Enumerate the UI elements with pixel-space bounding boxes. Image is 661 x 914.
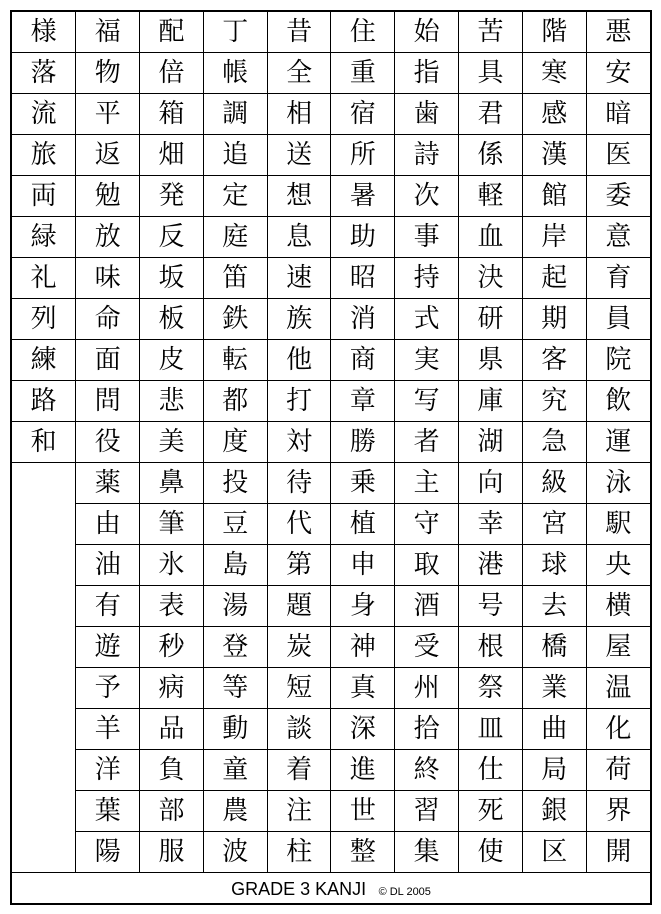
kanji-cell: [12, 709, 76, 750]
kanji-cell: 皿: [459, 709, 523, 750]
kanji-cell: 部: [140, 791, 204, 832]
kanji-cell: 漢: [522, 135, 586, 176]
kanji-cell: 次: [395, 176, 459, 217]
kanji-cell: 向: [459, 463, 523, 504]
kanji-cell: 係: [459, 135, 523, 176]
kanji-cell: 委: [586, 176, 650, 217]
kanji-cell: 岸: [522, 217, 586, 258]
kanji-cell: 昔: [267, 12, 331, 53]
kanji-cell: 打: [267, 381, 331, 422]
kanji-cell: 育: [586, 258, 650, 299]
kanji-cell: 写: [395, 381, 459, 422]
kanji-cell: 礼: [12, 258, 76, 299]
kanji-cell: 暑: [331, 176, 395, 217]
sheet-title: GRADE 3 KANJI: [231, 879, 367, 899]
kanji-cell: 区: [522, 832, 586, 873]
kanji-cell: 界: [586, 791, 650, 832]
kanji-cell: 温: [586, 668, 650, 709]
kanji-cell: 泳: [586, 463, 650, 504]
kanji-cell: [12, 627, 76, 668]
grid-row: [12, 53, 650, 94]
grid-row: [12, 299, 650, 340]
kanji-cell: 勉: [76, 176, 140, 217]
kanji-cell: 使: [459, 832, 523, 873]
kanji-cell: 反: [140, 217, 204, 258]
kanji-cell: [12, 586, 76, 627]
kanji-cell: 悲: [140, 381, 204, 422]
kanji-cell: 消: [331, 299, 395, 340]
kanji-cell: 筆: [140, 504, 204, 545]
kanji-cell: 洋: [76, 750, 140, 791]
kanji-cell: 対: [267, 422, 331, 463]
kanji-cell: 指: [395, 53, 459, 94]
kanji-cell: 味: [76, 258, 140, 299]
kanji-cell: 童: [203, 750, 267, 791]
kanji-cell: 油: [76, 545, 140, 586]
kanji-cell: 重: [331, 53, 395, 94]
kanji-cell: 終: [395, 750, 459, 791]
kanji-cell: 感: [522, 94, 586, 135]
kanji-cell: 路: [12, 381, 76, 422]
kanji-cell: 駅: [586, 504, 650, 545]
grid-row: [12, 709, 650, 750]
kanji-cell: 局: [522, 750, 586, 791]
kanji-cell: 福: [76, 12, 140, 53]
grid-row: [12, 463, 650, 504]
kanji-cell: 乗: [331, 463, 395, 504]
kanji-cell: 拾: [395, 709, 459, 750]
kanji-cell: 県: [459, 340, 523, 381]
kanji-cell: 根: [459, 627, 523, 668]
kanji-cell: 由: [76, 504, 140, 545]
kanji-cell: 安: [586, 53, 650, 94]
kanji-cell: [12, 545, 76, 586]
kanji-cell: 所: [331, 135, 395, 176]
kanji-cell: 橋: [522, 627, 586, 668]
kanji-cell: 寒: [522, 53, 586, 94]
kanji-cell: 銀: [522, 791, 586, 832]
kanji-cell: 開: [586, 832, 650, 873]
kanji-cell: 速: [267, 258, 331, 299]
kanji-cell: 平: [76, 94, 140, 135]
kanji-cell: 庭: [203, 217, 267, 258]
kanji-cell: 他: [267, 340, 331, 381]
grid-row: [12, 832, 650, 873]
kanji-cell: 返: [76, 135, 140, 176]
kanji-cell: 美: [140, 422, 204, 463]
kanji-cell: 急: [522, 422, 586, 463]
kanji-cell: 深: [331, 709, 395, 750]
kanji-cell: [12, 504, 76, 545]
kanji-cell: 表: [140, 586, 204, 627]
kanji-cell: [12, 463, 76, 504]
kanji-cell: 号: [459, 586, 523, 627]
kanji-cell: 板: [140, 299, 204, 340]
kanji-cell: 発: [140, 176, 204, 217]
kanji-cell: 倍: [140, 53, 204, 94]
copyright-notice: © DL 2005: [378, 886, 431, 898]
kanji-cell: 者: [395, 422, 459, 463]
kanji-cell: 歯: [395, 94, 459, 135]
kanji-cell: 丁: [203, 12, 267, 53]
kanji-cell: 業: [522, 668, 586, 709]
kanji-cell: 遊: [76, 627, 140, 668]
kanji-cell: 息: [267, 217, 331, 258]
kanji-cell: 曲: [522, 709, 586, 750]
kanji-cell: 世: [331, 791, 395, 832]
grid-row: [12, 340, 650, 381]
kanji-cell: 員: [586, 299, 650, 340]
kanji-cell: 実: [395, 340, 459, 381]
kanji-cell: 代: [267, 504, 331, 545]
grid-row: [12, 422, 650, 463]
kanji-cell: 章: [331, 381, 395, 422]
kanji-cell: 予: [76, 668, 140, 709]
kanji-cell: 談: [267, 709, 331, 750]
kanji-cell: 助: [331, 217, 395, 258]
kanji-cell: 整: [331, 832, 395, 873]
kanji-cell: 神: [331, 627, 395, 668]
kanji-cell: 湖: [459, 422, 523, 463]
kanji-cell: 祭: [459, 668, 523, 709]
kanji-cell: 役: [76, 422, 140, 463]
kanji-cell: 登: [203, 627, 267, 668]
kanji-cell: 鉄: [203, 299, 267, 340]
kanji-cell: 去: [522, 586, 586, 627]
kanji-cell: 球: [522, 545, 586, 586]
kanji-cell: 着: [267, 750, 331, 791]
kanji-cell: 期: [522, 299, 586, 340]
kanji-cell: 級: [522, 463, 586, 504]
kanji-cell: 定: [203, 176, 267, 217]
kanji-cell: 短: [267, 668, 331, 709]
kanji-cell: 列: [12, 299, 76, 340]
kanji-cell: 横: [586, 586, 650, 627]
kanji-cell: 昭: [331, 258, 395, 299]
kanji-cell: 君: [459, 94, 523, 135]
kanji-cell: 習: [395, 791, 459, 832]
kanji-sheet: [10, 10, 652, 905]
kanji-cell: 葉: [76, 791, 140, 832]
kanji-cell: 有: [76, 586, 140, 627]
kanji-cell: 庫: [459, 381, 523, 422]
kanji-cell: 宿: [331, 94, 395, 135]
kanji-cell: 送: [267, 135, 331, 176]
kanji-cell: 品: [140, 709, 204, 750]
grid-row: [12, 586, 650, 627]
kanji-cell: 和: [12, 422, 76, 463]
grid-row: [12, 750, 650, 791]
kanji-cell: [12, 832, 76, 873]
kanji-grid: [12, 12, 650, 873]
kanji-cell: 集: [395, 832, 459, 873]
kanji-cell: 相: [267, 94, 331, 135]
grid-row: [12, 94, 650, 135]
kanji-cell: 悪: [586, 12, 650, 53]
kanji-cell: 勝: [331, 422, 395, 463]
kanji-cell: 都: [203, 381, 267, 422]
kanji-cell: 面: [76, 340, 140, 381]
kanji-cell: 医: [586, 135, 650, 176]
kanji-cell: 飲: [586, 381, 650, 422]
kanji-cell: 坂: [140, 258, 204, 299]
kanji-cell: 身: [331, 586, 395, 627]
kanji-cell: 具: [459, 53, 523, 94]
kanji-cell: 緑: [12, 217, 76, 258]
kanji-cell: 追: [203, 135, 267, 176]
kanji-cell: 研: [459, 299, 523, 340]
kanji-cell: 放: [76, 217, 140, 258]
grid-row: [12, 791, 650, 832]
kanji-cell: 旅: [12, 135, 76, 176]
kanji-cell: 負: [140, 750, 204, 791]
kanji-cell: 命: [76, 299, 140, 340]
kanji-cell: 取: [395, 545, 459, 586]
kanji-cell: 全: [267, 53, 331, 94]
kanji-cell: 豆: [203, 504, 267, 545]
grid-row: [12, 258, 650, 299]
kanji-cell: 受: [395, 627, 459, 668]
kanji-cell: 箱: [140, 94, 204, 135]
kanji-cell: 想: [267, 176, 331, 217]
grid-row: [12, 176, 650, 217]
kanji-cell: 第: [267, 545, 331, 586]
grid-row: [12, 12, 650, 53]
kanji-cell: 鼻: [140, 463, 204, 504]
grid-row: [12, 668, 650, 709]
kanji-cell: 題: [267, 586, 331, 627]
kanji-cell: 植: [331, 504, 395, 545]
kanji-cell: 両: [12, 176, 76, 217]
kanji-cell: 意: [586, 217, 650, 258]
kanji-cell: 投: [203, 463, 267, 504]
kanji-cell: 様: [12, 12, 76, 53]
kanji-cell: 炭: [267, 627, 331, 668]
kanji-cell: 持: [395, 258, 459, 299]
kanji-cell: 港: [459, 545, 523, 586]
grid-row: [12, 217, 650, 258]
kanji-cell: 柱: [267, 832, 331, 873]
kanji-cell: 羊: [76, 709, 140, 750]
kanji-cell: 階: [522, 12, 586, 53]
kanji-cell: 仕: [459, 750, 523, 791]
kanji-cell: 守: [395, 504, 459, 545]
kanji-cell: 動: [203, 709, 267, 750]
kanji-cell: 住: [331, 12, 395, 53]
kanji-cell: 流: [12, 94, 76, 135]
kanji-cell: 病: [140, 668, 204, 709]
kanji-cell: 式: [395, 299, 459, 340]
kanji-cell: 宮: [522, 504, 586, 545]
kanji-cell: 決: [459, 258, 523, 299]
kanji-cell: 商: [331, 340, 395, 381]
kanji-cell: 進: [331, 750, 395, 791]
kanji-cell: 待: [267, 463, 331, 504]
kanji-cell: 氷: [140, 545, 204, 586]
kanji-cell: 始: [395, 12, 459, 53]
grid-row: [12, 504, 650, 545]
grid-row: [12, 135, 650, 176]
grid-row: [12, 381, 650, 422]
kanji-cell: [12, 750, 76, 791]
kanji-cell: 客: [522, 340, 586, 381]
kanji-cell: 物: [76, 53, 140, 94]
kanji-cell: 転: [203, 340, 267, 381]
kanji-cell: 笛: [203, 258, 267, 299]
kanji-cell: 皮: [140, 340, 204, 381]
kanji-cell: 申: [331, 545, 395, 586]
kanji-cell: 詩: [395, 135, 459, 176]
kanji-cell: 運: [586, 422, 650, 463]
kanji-cell: 州: [395, 668, 459, 709]
kanji-cell: 注: [267, 791, 331, 832]
kanji-cell: 主: [395, 463, 459, 504]
kanji-cell: 軽: [459, 176, 523, 217]
kanji-cell: 湯: [203, 586, 267, 627]
footer: [12, 875, 650, 903]
kanji-cell: 屋: [586, 627, 650, 668]
kanji-cell: 死: [459, 791, 523, 832]
kanji-cell: 究: [522, 381, 586, 422]
kanji-cell: 酒: [395, 586, 459, 627]
kanji-cell: 練: [12, 340, 76, 381]
kanji-cell: 落: [12, 53, 76, 94]
kanji-cell: 院: [586, 340, 650, 381]
kanji-cell: 苦: [459, 12, 523, 53]
kanji-cell: 畑: [140, 135, 204, 176]
kanji-cell: 陽: [76, 832, 140, 873]
kanji-cell: 化: [586, 709, 650, 750]
kanji-cell: 調: [203, 94, 267, 135]
kanji-cell: 暗: [586, 94, 650, 135]
kanji-cell: [12, 791, 76, 832]
kanji-cell: 館: [522, 176, 586, 217]
kanji-cell: 起: [522, 258, 586, 299]
kanji-cell: 央: [586, 545, 650, 586]
kanji-cell: 度: [203, 422, 267, 463]
kanji-cell: 薬: [76, 463, 140, 504]
grid-row: [12, 545, 650, 586]
kanji-cell: [12, 668, 76, 709]
kanji-cell: 血: [459, 217, 523, 258]
kanji-cell: 事: [395, 217, 459, 258]
grid-row: [12, 627, 650, 668]
kanji-cell: 等: [203, 668, 267, 709]
kanji-cell: 秒: [140, 627, 204, 668]
kanji-cell: 荷: [586, 750, 650, 791]
kanji-cell: 問: [76, 381, 140, 422]
kanji-cell: 服: [140, 832, 204, 873]
kanji-cell: 真: [331, 668, 395, 709]
kanji-cell: 農: [203, 791, 267, 832]
kanji-cell: 族: [267, 299, 331, 340]
kanji-cell: 波: [203, 832, 267, 873]
kanji-cell: 島: [203, 545, 267, 586]
kanji-cell: 配: [140, 12, 204, 53]
kanji-cell: 幸: [459, 504, 523, 545]
kanji-cell: 帳: [203, 53, 267, 94]
